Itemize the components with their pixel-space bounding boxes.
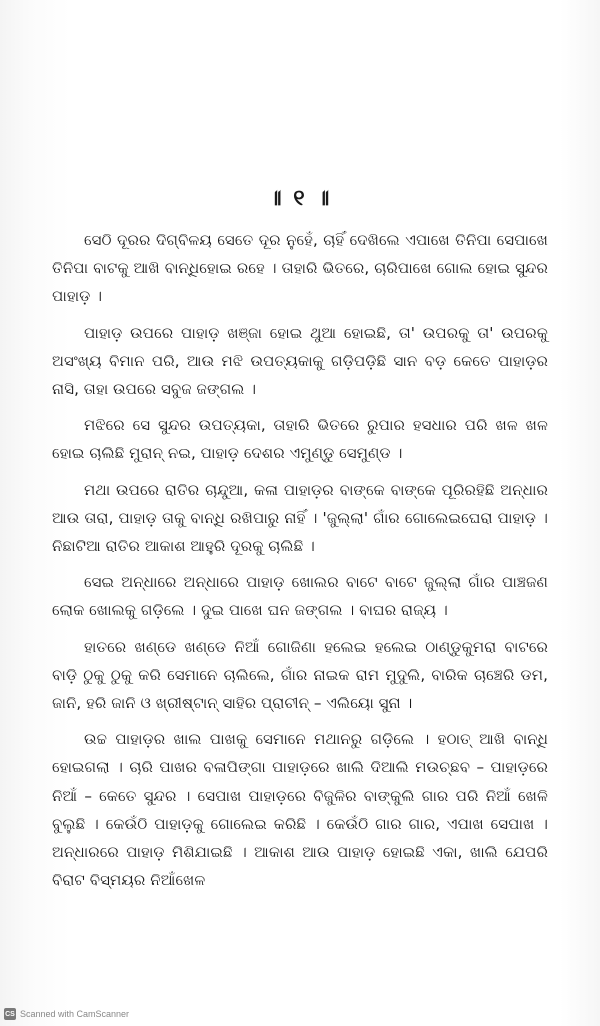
watermark-text: Scanned with CamScanner — [20, 1009, 130, 1019]
paragraph: ସେଇ ଅନ୍ଧାରେ ଅନ୍ଧାରେ ପାହାଡ଼ ଖୋଲର ବାଟେ ବାଟେ ଜୁଲ୍ଲା ଗାଁର ପାଞ୍ଚଜଣ ଲୋକ ଖୋଲକୁ ଗଡ଼ିଲେ । ଦୁଇ ପାଖେ ଘନ ଜଙ୍ଗଲ । ବାଘର ରାଜ୍ୟ । — [52, 573, 548, 620]
scanner-watermark — [4, 1008, 129, 1020]
paragraph: ଉଚ୍ଚ ପାହାଡ଼ର ଖାଲ ପାଖକୁ ସେମାନେ ମଥାନରୁ ଗଡ଼ିଲେ । ହଠାତ୍ ଆଖି ବାନ୍ଧି ହୋଇଗଲା । ଚାରି ପାଖର ବଳାପିଙ୍ଗା ପାହାଡ଼ରେ ଖାଲି ଦିଆଲି ମଉଚ୍ଛବ – ପାହାଡ଼ରେ ନିଆଁ – କେତେ ସୁନ୍ଦର । ସେପାଖ ପାହାଡ଼ରେ ବିଜୁଳିର ବାଙ୍କୁଲି ଗାର ପରି ନିଆଁ ଖେଳି ବୁଲୁଛି । କେଉଁଠି ପାହାଡ଼କୁ ଗୋଲେଇ କରିଛି । କେଉଁଠି ଗାର ଗାର, ଏପାଖ ସେପାଖ । ଅନ୍ଧାରରେ ପାହାଡ଼ ମିଶିଯାଇଛି । ଆକାଶ ଆଉ ପାହାଡ଼ ହୋଇଛି ଏକା, ଖାଲି ଯେପରି ବିରାଟ ବିସ୍ମୟର ନିଆଁଖେଳ — [52, 730, 548, 890]
body-text — [52, 226, 548, 902]
chapter-heading: ॥ ୧ ॥ — [268, 186, 332, 211]
paragraph: ମଥା ଉପରେ ରାତିର ଚାନ୍ଦୁଆ, କଳା ପାହାଡ଼ର ବାଙ୍କେ ବାଙ୍କେ ପୂରିରହିଛି ଅନ୍ଧାର ଆଉ ତାରା, ପାହାଡ଼ ତାକୁ ବାନ୍ଧି ରଖିପାରୁ ନାହିଁ । 'ଜୁଲ୍ଲା' ଗାଁର ଗୋଲେଇଘେରା ପାହାଡ଼ । ନିଛାଟିଆ ରାତିର ଆକାଶ ଆହୁରି ଦୂରକୁ ଚାଲିଛି । — [52, 480, 548, 556]
camscanner-logo-icon: CS — [4, 1008, 16, 1020]
paragraph: ପାହାଡ଼ ଉପରେ ପାହାଡ଼ ଖଞ୍ଜା ହୋଇ ଥୁଆ ହୋଇଛି, ତା' ଉପରକୁ ତା' ଉପରକୁ ଅସଂଖ୍ୟ ବିମାନ ପରି, ଆଉ ମଝି ଉପତ୍ୟକାକୁ ଗଡ଼ିପଡ଼ିଛି ସାନ ବଡ଼ କେତେ ପାହାଡ଼ର ନାସି, ତାହା ଉପରେ ସବୁଜ ଜଙ୍ଗଲ । — [52, 323, 548, 399]
paragraph: ହାତରେ ଖଣ୍ଡେ ଖଣ୍ଡେ ନିଆଁ ଗୋଜିଣା ହଲେଇ ହଲେଇ ଠାଣ୍ଡୁକୁମରା ବାଟରେ ବାଡ଼ି ଠୁକୁ ଠୁକୁ କରି ସେମାନେ ଚାଲିଲେ, ଗାଁର ନାଇକ ରାମ ମୁଦୁଲି, ବାରିକ ଚାଞ୍ଚେରି ଡମ, ଜାନି, ହରି ଜାନି ଓ ଖ୍ରୀଷ୍ଟାନ୍ ସାହିର ପ୍ରାଚୀନ୍ – ଏଲିୟୋ ସୁନା । — [52, 637, 548, 713]
paragraph: ସେଠି ଦୂରର ଦିଗ୍‌ବିଳୟ ସେତେ ଦୂର ନୁହେଁ, ଚାହିଁ ଦେଖିଲେ ଏପାଖେ ତିନିପା ସେପାଖେ ତିନିପା ବାଟକୁ ଆଖି ବାନ୍ଧିହୋଇ ରହେ । ତାହାରି ଭିତରେ, ଚାରିପାଖେ ଗୋଲ ହୋଇ ସୁନ୍ଦର ପାହାଡ଼ । — [52, 231, 548, 306]
paragraph: ମଝିରେ ସେ ସୁନ୍ଦର ଉପତ୍ୟକା, ତାହାରି ଭିତରେ ରୁପାର ହସଧାର ପରି ଖଳ ଖଳ ହୋଇ ଚାଲିଛି ମୁରାନ୍ ନଇ, ପାହାଡ଼ ଦେଶର ଏମୁଣ୍ଡୁ ସେମୁଣ୍ଡ । — [52, 416, 548, 463]
